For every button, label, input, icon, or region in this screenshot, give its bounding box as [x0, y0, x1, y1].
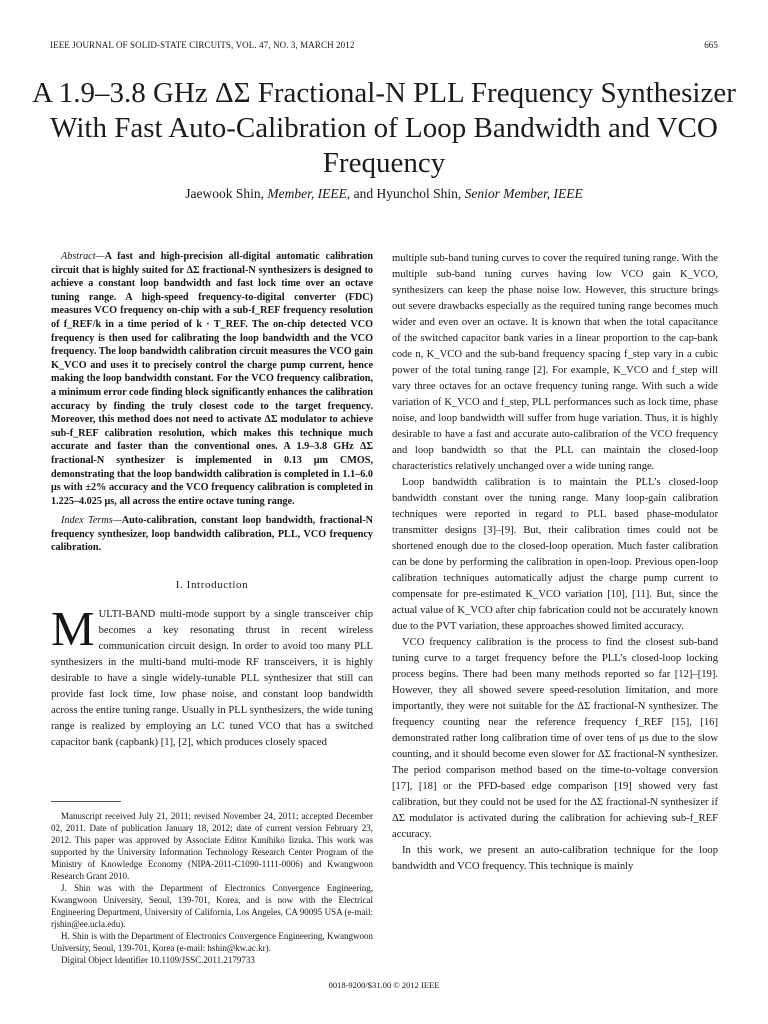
body-paragraph: In this work, we present an auto-calibration technique for the loop bandwidth and VCO frequency. This technique is mainly	[392, 845, 718, 872]
left-column	[51, 250, 373, 751]
drop-cap: M	[51, 601, 95, 657]
abstract	[51, 250, 373, 508]
author-2: Hyunchol Shin,	[376, 186, 462, 201]
copyright-footer: 0018-9200/$31.00 © 2012 IEEE	[328, 980, 440, 990]
footnote-rule	[51, 801, 121, 802]
index-terms-label: Index Terms—	[61, 515, 122, 527]
running-header	[50, 40, 718, 50]
footnote-author-1: J. Shin was with the Department of Electronics Convergence Engineering, Kwangwoon University, Seoul, 139-701, Korea, and is now with the Electrical Engineering Department, University of California, Los Angeles, CA 90095 USA (e-mail: rjshin@ee.ucla.edu).	[51, 883, 373, 929]
index-terms	[51, 514, 373, 555]
intro-text: ULTI-BAND multi-mode support by a single transceiver chip becomes a key resonating thrust in recent wireless communication circuit design. In order to avoid too many PLL synthesizers in the multi-band multi-mode RF transceivers, it is highly desirable to have a single widely-tunable PLL synthesizer that still can provide fast lock time, low phase noise, and constant loop bandwidth across the entire tuning range. Usually in PLL synthesizers, the wide tuning range is realized by employing an LC tuned VCO that has a switched capacitor bank (capbank) [1], [2], which produces closely spaced	[51, 609, 373, 749]
abstract-label: Abstract—	[61, 251, 105, 262]
intro-paragraph	[51, 601, 373, 751]
author-2-role: Senior Member, IEEE	[464, 186, 583, 201]
footnotes	[51, 810, 373, 966]
author-line	[20, 186, 748, 202]
body-paragraph: multiple sub-band tuning curves to cover the required tuning range. With the multiple sub-band tuning curves having low VCO gain K_VCO, synthesizers can keep the phase noise low. However, this structure brings out severe drawbacks especially as the required tuning range becomes much wider and even over an octave. It is known that when the total capacitance of the switched capacitor bank varies in a linear proportion to the cap-bank code n, K_VCO and the sub-band frequency spacing f_step vary in a cubic power of the total tuning range [2]. For example, K_VCO and f_step will vary three octaves for an octave frequency tuning range. With such a wide variation of K_VCO and f_step, PLL performances such as lock time, phase noise, and loop bandwidth will suffer from huge variation. Thus, it is highly desirable to have a fast and accurate auto-calibration of the VCO frequency and loop bandwidth so that the PLL can maintain the closed-loop characteristics relatively unchanged over a wide tuning range.	[392, 253, 718, 472]
journal-header: IEEE JOURNAL OF SOLID-STATE CIRCUITS, VOL. 47, NO. 3, MARCH 2012	[50, 40, 355, 50]
section-heading: I. Introduction	[175, 579, 249, 592]
author-1-role: Member, IEEE,	[267, 186, 351, 201]
index-terms-text: Auto-calibration, constant loop bandwidth, fractional-N frequency synthesizer, loop bandwidth calibration, PLL, VCO frequency calibration.	[51, 515, 373, 554]
footnote-manuscript: Manuscript received July 21, 2011; revised November 24, 2011; accepted December 02, 2011. Date of publication January 18, 2012; date of current version February 23, 2012. This paper was approved by Associate Editor Kunihiko Iizuka. This work was supported by the University Information Technology Research Center Program of the Ministry of Knowledge Economy (NIPA-2011-C1090-1111-0006) and Kwangwoon Research Grant 2010.	[51, 811, 373, 881]
abstract-text: A fast and high-precision all-digital automatic calibration circuit that is highly suited for ΔΣ fractional-N synthesizers is designed to achieve a constant loop bandwidth and fast lock time over an octave tuning range. A high-speed frequency-to-digital converter (FDC) measures VCO frequency on-chip with a sub-f_REF frequency resolution of f_REF/k in a time period of k · T_REF. The on-chip detected VCO frequency is then used for calibrating the loop bandwidth and the VCO frequency. The loop bandwidth calibration circuit measures the VCO gain K_VCO and uses it to precisely control the charge pump current, hence making the loop bandwidth constant. For the VCO frequency calibration, a minimum error code finding block significantly enhances the calibration accuracy by finding the truly closest code to the target frequency. Moreover, this method does not need to activate ΔΣ modulator to achieve sub-f_REF calibration resolution, which makes this technique much accurate and faster than the conventional ones. A 1.9–3.8 GHz ΔΣ fractional-N synthesizer is implemented in 0.13 μm CMOS, demonstrating that the loop bandwidth calibration is completed in 1.1–6.0 μs with ±2% accuracy and the VCO frequency calibration is completed in 1.225–4.025 μs, all across the entire octave tuning range.	[51, 251, 373, 507]
body-paragraph: VCO frequency calibration is the process to find the closest sub-band tuning curve to a target frequency before the PLL’s closed-loop locking process begins. There had been many methods reported so far [12]–[19]. However, they all showed severe speed-resolution limitation, and more importantly, they were not suitable for the ΔΣ fractional-N synthesizer. The frequency counting near the reference frequency f_REF [15], [16] demonstrated rather long calibration time of over tens of μs due to the slow counting, and it should become even slower for ΔΣ fractional-N synthesizer. The period comparison method based on the time-to-voltage conversion [17], [18] or the PFD-based edge comparison [19] showed very fast calibration, but they could not be used for the ΔΣ fractional-N synthesizer if ΔΣ modulator is activated during the calibration for achieving sub-f_REF accuracy.	[392, 637, 718, 840]
author-1: Jaewook Shin,	[185, 186, 265, 201]
body-paragraph: Loop bandwidth calibration is to maintain the PLL’s closed-loop bandwidth constant over the tuning range. Many loop-gain calibration techniques were reported in regard to PLL based phase-modulator transmitter designs [3]–[9]. But, their calibration times could not be shortened enough due to the closed-loop operation. Much faster calibration can be done by performing the calibration in open-loop. Previous open-loop calibration techniques automatically adjust the charge pump current to compensate for pre-estimated K_VCO variation [10], [11]. But, since the actual value of K_VCO after chip fabrication could not be accurately known due to the PVT variation, these approaches showed limited accuracy.	[392, 477, 718, 632]
page-number: 665	[704, 40, 718, 50]
footnote-author-2: H. Shin is with the Department of Electronics Convergence Engineering, Kwangwoon University, Seoul, 139-701, Korea (e-mail: hshin@kw.ac.kr).	[51, 931, 373, 953]
paper-title: A 1.9–3.8 GHz ΔΣ Fractional-N PLL Frequency Synthesizer With Fast Auto-Calibration of Loop Bandwidth and VCO Frequency	[32, 77, 736, 179]
footnote-doi: Digital Object Identifier 10.1109/JSSC.2011.2179733	[61, 955, 255, 965]
right-column	[392, 251, 718, 875]
author-and: and	[353, 186, 374, 201]
